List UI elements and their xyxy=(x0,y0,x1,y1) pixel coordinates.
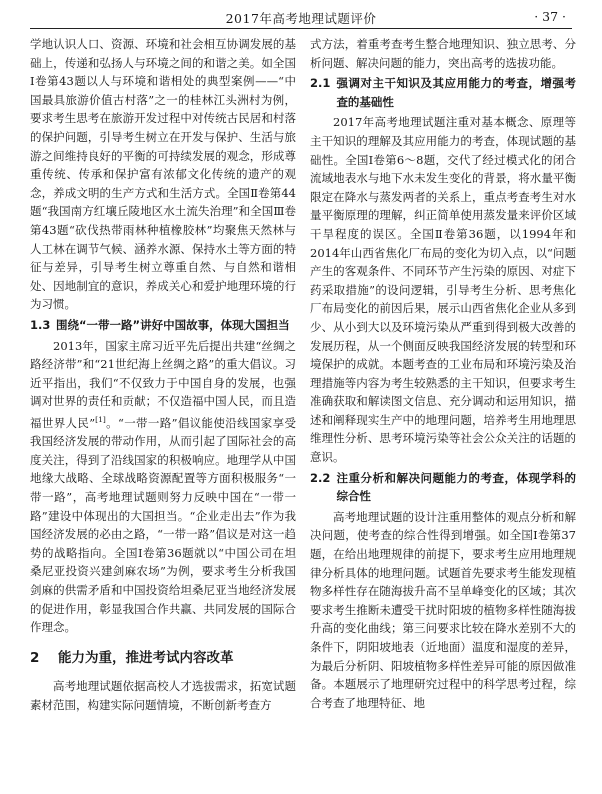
left-column xyxy=(30,35,296,715)
section-title: 能力为重，推进考试内容改革 xyxy=(58,649,234,666)
paragraph: 高考地理试题依据高校人才选拔需求，拓宽试题素材范围，构建实际问题情境，不断创新考查方 xyxy=(30,679,296,713)
page-number: · 37 · xyxy=(534,9,566,24)
section-heading-1-3 xyxy=(30,316,296,335)
paragraph: 2017年高考地理试题注重对基本概念、原理等主干知识的理解及其应用能力的考查，体现试题的基础性。全国Ⅰ卷第6～8题，交代了经过模式化的闭合流域地表水与地下水未发生变化的背景，将水量平衡限定在降水与蒸发两者的关系上，重点考查考生对水量平衡原理的理解，纠正简单使用蒸发量来评价区域干旱程度的误区。全国Ⅱ卷第36题，以1994年和2014年山西省焦化厂布局的变化为切入点，以“问题产生的客观条件、不同环节产生污染的原因、对症下药采取措施”的设问逻辑，引导考生分析、思考焦化厂布局变化的前因后果，展示山西省焦化企业从多到少、从小到大以及环境污染从严重到得到极大改善的发展历程，从一个侧面反映我国经济发展的转型和环境保护的成就。本题考查的工业布局和环境污染及治理措施等内容为考生较熟悉的主干知识，但要求考生准确获取和解读图文信息、充分调动和运用知识，描述和阐释现实生产中的地理问题，培养考生用地理思维理性分析、思考环境污染等社会公众关注的话题的意识。 xyxy=(310,115,576,465)
paragraph: 学地认识人口、资源、环境和社会相互协调发展的基础上，传递和弘扬人与环境之间的和谐之美。如全国Ⅰ卷第43题以人与环境和谐相处的典型案例——“中国最具旅游价值古村落”之一的桂林江头洲村为例，要求考生思考在旅游开发过程中对传统古民居和村落的保护问题，引导考生树立在开发与保护、生活与旅游之间维持良好的平衡的可持续发展的观念，形成尊重传统、传承和保护富有浓郁文化传统的遗产的观念，养成文明的生产方式和生活方式。全国Ⅱ卷第44题“我国南方红壤丘陵地区水土流失治理”和全国Ⅲ卷第43题“砍伐热带雨林种植橡胶林”均聚焦天然林与人工林在调节气候、涵养水源、保持水土等方面的特征与差异，引导考生树立尊重自然、与自然和谐相处、因地制宜的意识，养成关心和爱护地理环境的行为习惯。 xyxy=(30,37,296,312)
section-number: 2.1 xyxy=(310,76,331,91)
paragraph: 高考地理试题的设计注重用整体的观点分析和解决问题，使考查的综合性得到增强。如全国Ⅰ卷第37题，在给出地理规律的前提下，要求考生应用地理规律分析具体的地理问题。试题首先要求考生能发现植物多样性存在随海拔升高不呈单峰变化的区域；其次要求考生推断未遭受干扰时阳坡的植物多样性随海拔升高的变化曲线；第三问要求比较在降水差别不大的条件下，阴阳坡地表（近地面）温度和湿度的差异，为最后分析阴、阳坡植物多样性差异可能的原因做准备。本题展示了地理研究过程中的科学思考过程，综合考查了地理特征、地 xyxy=(310,509,576,710)
section-number: 2 xyxy=(30,649,40,666)
section-title: 强调对主干知识及其应用能力的考查，增强考查的基础性 xyxy=(336,76,576,109)
section-heading-2-1 xyxy=(310,74,576,111)
section-heading-2 xyxy=(30,649,296,668)
citation-ref: [1] xyxy=(95,414,106,424)
section-heading-2-2 xyxy=(310,469,576,506)
paragraph-text: 2013年，国家主席习近平先后提出共建“丝绸之路经济带”和“21世纪海上丝绸之路”的重大倡议。习近平指出，我们“不仅致力于中国自身的发展，也强调对世界的责任和贡献；不仅造福中国人民，而且造福世界人民” xyxy=(30,338,296,430)
section-number: 1.3 xyxy=(30,317,51,332)
running-header xyxy=(30,6,572,29)
paragraph xyxy=(30,337,296,637)
right-column xyxy=(310,35,576,712)
section-number: 2.2 xyxy=(310,470,331,485)
section-title: 注重分析和解决问题能力的考查，体现学科的综合性 xyxy=(336,470,576,504)
paragraph-text: 。“一带一路”倡议能使沿线国家享受我国经济发展的带动作用，从而引起了国际社会的高度关注，得到了沿线国家的积极响应。地理学从中国地缘大战略、全球战略资源配置等方面积极服务“一带一路”，高考地理试题则努力反映中国在“一带一路”建设中体现出的大国担当。“企业走出去”作为我国经济发展的必由之路，“一带一路”倡议是对这一趋势的战略指向。全国Ⅰ卷第36题就以“中国公司在坦桑尼亚投资兴建剑麻农场”为例，要求考生分析我国剑麻的供需矛盾和中国投资给坦桑尼亚当地经济发展的促进作用，彰显我国合作共赢、共同发展的国际合作理念。 xyxy=(30,415,296,635)
paragraph: 式方法，着重考查考生整合地理知识、独立思考、分析问题、解决问题的能力，突出高考的选拔功能。 xyxy=(310,37,576,70)
section-title: 围绕“一带一路”讲好中国故事，体现大国担当 xyxy=(56,317,290,332)
header-title: 2017年高考地理试题评价 xyxy=(225,11,377,26)
